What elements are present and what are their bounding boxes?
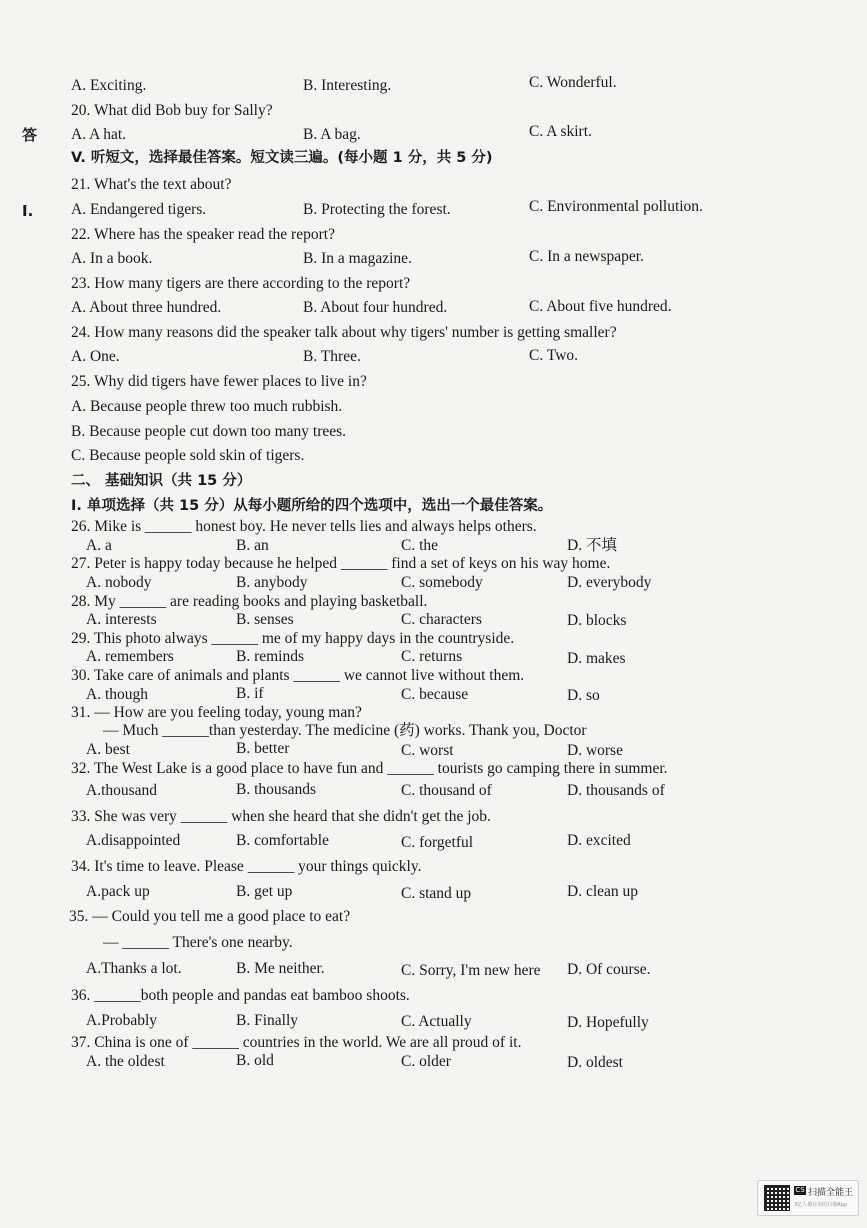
exam-text-line: A. In a book.	[71, 250, 153, 267]
exam-text-line: A. a	[86, 537, 112, 554]
exam-text-line: 26. Mike is ______ honest boy. He never tells lies and always helps others.	[71, 518, 537, 535]
exam-text-line: C. A skirt.	[529, 123, 592, 140]
exam-text-line: D. worse	[567, 742, 623, 759]
exam-text-line: C. forgetful	[401, 834, 474, 851]
exam-text-line: C. Two.	[529, 347, 579, 364]
margin-mark: I.	[22, 202, 34, 220]
exam-text-line: 30. Take care of animals and plants ______ we cannot live without them.	[71, 667, 525, 684]
exam-text-line: A. A hat.	[71, 126, 127, 143]
exam-text-line: D. thousands of	[567, 782, 665, 799]
exam-text-line: A. About three hundred.	[71, 299, 222, 316]
exam-text-line: C. thousand of	[401, 782, 492, 799]
exam-text-line: B. In a magazine.	[303, 250, 412, 267]
exam-text-line: A. best	[86, 741, 130, 758]
exam-text-line: A. One.	[71, 348, 120, 365]
exam-text-line: 33. She was very ______ when she heard that she didn't get the job.	[71, 808, 491, 825]
exam-text-line: B. Interesting.	[303, 77, 392, 94]
exam-text-line: 35. — Could you tell me a good place to eat?	[69, 908, 351, 925]
exam-text-line: 27. Peter is happy today because he helped ______ find a set of keys on his way home.	[71, 555, 611, 572]
exam-text-line: D. 不填	[567, 537, 617, 554]
exam-text-line: B. better	[236, 740, 290, 757]
exam-text-line: A. interests	[86, 611, 157, 628]
exam-text-line: A.disappointed	[86, 832, 181, 849]
exam-text-line: A. nobody	[86, 574, 152, 591]
camscanner-logo-icon: CS	[795, 1186, 805, 1194]
exam-text-line: C. somebody	[401, 574, 483, 591]
exam-text-line: C. the	[401, 537, 439, 554]
badge-title: 扫描全能王	[808, 1188, 854, 1198]
exam-text-line: 37. China is one of ______ countries in the world. We are all proud of it.	[71, 1034, 522, 1051]
exam-text-line: B. old	[236, 1052, 274, 1069]
exam-text-line: B. thousands	[236, 781, 317, 798]
exam-text-line: C. worst	[401, 742, 454, 759]
margin-mark: 答	[22, 126, 38, 144]
exam-text-line: C. returns	[401, 648, 463, 665]
section-heading: V. 听短文，选择最佳答案。短文读三遍。(每小题 1 分，共 5 分)	[71, 150, 493, 166]
badge-subtitle: 3亿人都在用的扫描App	[794, 1202, 847, 1208]
exam-text-line: D. everybody	[567, 574, 652, 591]
exam-text-line: 22. Where has the speaker read the report?	[71, 226, 335, 243]
exam-text-line: A. remembers	[86, 648, 174, 665]
exam-text-line: B. anybody	[236, 574, 308, 591]
section-heading: 二、 基础知识（共 15 分）	[71, 473, 252, 489]
exam-text-line: B. if	[236, 685, 264, 702]
exam-text-line: 32. The West Lake is a good place to have fun and ______ tourists go camping there in summer.	[71, 760, 668, 777]
exam-text-line: B. Me neither.	[236, 960, 325, 977]
exam-text-line: B. Finally	[236, 1012, 299, 1029]
exam-text-line: 23. How many tigers are there according to the report?	[71, 275, 411, 292]
exam-text-line: A. Because people threw too much rubbish.	[71, 398, 343, 415]
exam-text-line: B. About four hundred.	[303, 299, 448, 316]
exam-text-line: A.Probably	[86, 1012, 158, 1029]
exam-text-line: B. Because people cut down too many trees.	[71, 423, 347, 440]
exam-text-line: B. an	[236, 537, 269, 554]
exam-text-line: C. Wonderful.	[529, 74, 617, 91]
exam-text-line: C. older	[401, 1053, 451, 1070]
exam-text-line: C. In a newspaper.	[529, 248, 644, 265]
exam-text-line: — ______ There's one nearby.	[103, 934, 293, 951]
exam-text-line: A. Endangered tigers.	[71, 201, 207, 218]
exam-text-line: C. characters	[401, 611, 482, 628]
exam-text-line: C. About five hundred.	[529, 298, 672, 315]
exam-text-line: B. Protecting the forest.	[303, 201, 451, 218]
exam-text-line: D. Of course.	[567, 961, 651, 978]
exam-text-line: 31. — How are you feeling today, young man?	[71, 704, 362, 721]
exam-text-line: B. Three.	[303, 348, 361, 365]
exam-text-line: C. Environmental pollution.	[529, 198, 703, 215]
exam-text-line: C. Actually	[401, 1013, 472, 1030]
scanner-watermark-badge	[757, 1180, 859, 1216]
exam-text-line: A.pack up	[86, 883, 150, 900]
exam-text-line: 25. Why did tigers have fewer places to live in?	[71, 373, 367, 390]
exam-text-line: A.thousand	[86, 782, 158, 799]
exam-text-line: B. get up	[236, 883, 293, 900]
exam-text-line: C. Because people sold skin of tigers.	[71, 447, 305, 464]
exam-text-line: 20. What did Bob buy for Sally?	[71, 102, 273, 119]
exam-text-line: 21. What's the text about?	[71, 176, 232, 193]
exam-text-line: D. blocks	[567, 612, 627, 629]
exam-text-line: A. Exciting.	[71, 77, 147, 94]
exam-text-line: C. Sorry, I'm new here	[401, 962, 541, 979]
exam-text-line: — Much ______than yesterday. The medicine (药) works. Thank you, Doctor	[103, 722, 587, 739]
exam-text-line: 34. It's time to leave. Please ______ your things quickly.	[71, 858, 422, 875]
exam-text-line: B. senses	[236, 611, 294, 628]
section-heading: I. 单项选择（共 15 分）从每小题所给的四个选项中，选出一个最佳答案。	[71, 498, 553, 514]
exam-text-line: C. because	[401, 686, 469, 703]
exam-text-line: D. Hopefully	[567, 1014, 649, 1031]
exam-text-line: D. clean up	[567, 883, 639, 900]
exam-text-line: 29. This photo always ______ me of my happy days in the countryside.	[71, 630, 515, 647]
exam-text-line: A.Thanks a lot.	[86, 960, 182, 977]
exam-text-line: B. A bag.	[303, 126, 361, 143]
exam-text-line: D. excited	[567, 832, 631, 849]
exam-text-line: A. the oldest	[86, 1053, 165, 1070]
qr-code-icon	[764, 1185, 790, 1211]
exam-text-line: 36. ______both people and pandas eat bamboo shoots.	[71, 987, 410, 1004]
exam-text-line: 24. How many reasons did the speaker talk about why tigers' number is getting smaller?	[71, 324, 617, 341]
exam-text-line: 28. My ______ are reading books and playing basketball.	[71, 593, 428, 610]
exam-text-line: D. oldest	[567, 1054, 623, 1071]
exam-text-line: D. makes	[567, 650, 626, 667]
exam-text-line: B. comfortable	[236, 832, 329, 849]
exam-text-line: B. reminds	[236, 648, 305, 665]
exam-text-line: D. so	[567, 687, 600, 704]
exam-text-line: A. though	[86, 686, 148, 703]
exam-text-line: C. stand up	[401, 885, 472, 902]
